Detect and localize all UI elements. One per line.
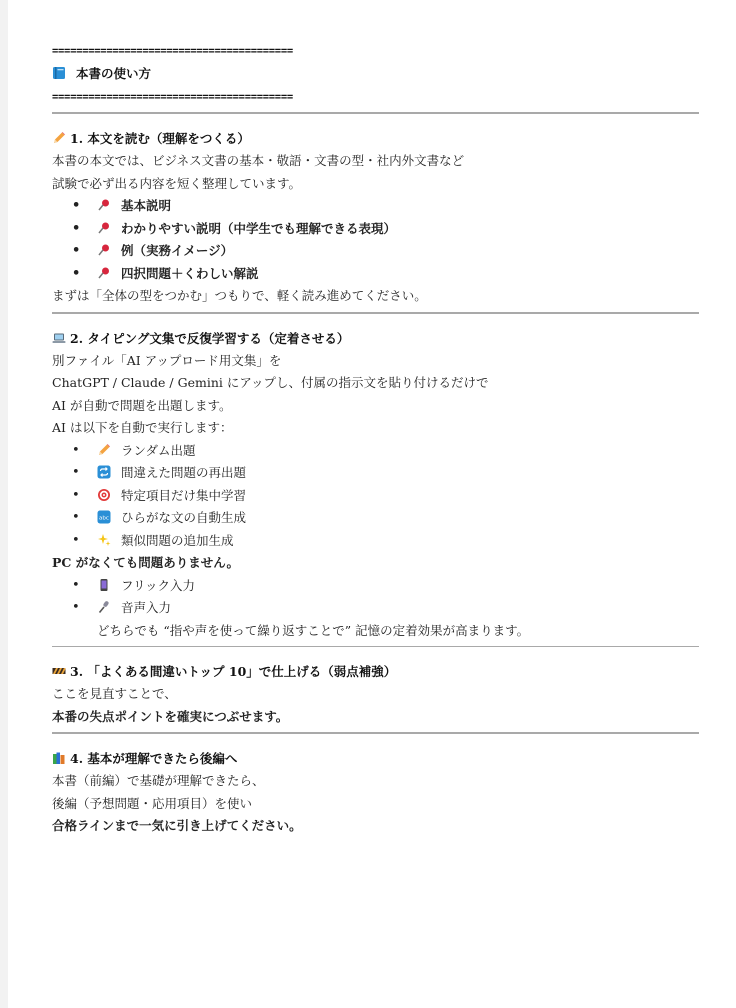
list-item: • 音声入力 — [52, 597, 699, 620]
page-title — [52, 60, 699, 88]
microphone-icon — [97, 600, 111, 614]
section-1-paragraph: 本書の本文では、ビジネス文書の基本・敬語・文書の型・社内外文書など — [52, 153, 465, 168]
section-2-heading: 2. タイピング文集で反復学習する（定着させる） — [52, 328, 699, 350]
section-1-paragraph: 試験で必ず出る内容を短く整理しています。 — [52, 175, 302, 191]
section-divider — [52, 732, 699, 734]
section-2-paragraph: ChatGPT / Claude / Gemini にアップし、付属の指示文を貼り付けるだけで — [52, 375, 489, 390]
section-2-paragraph: PC がなくても問題ありません。 — [52, 555, 239, 570]
pushpin-icon — [97, 266, 111, 280]
section-1-heading: 1. 本文を読む（理解をつくる） — [52, 128, 699, 150]
section-4-paragraph: 本書（前編）で基礎が理解できたら、 — [52, 773, 265, 788]
section-1-list — [52, 195, 699, 285]
list-item: • 間違えた問題の再出題 — [52, 462, 699, 485]
section-1-paragraph: まずは「全体の型をつかむ」つもりで、軽く読み進めてください。 — [52, 288, 427, 303]
sparkles-icon — [97, 533, 111, 547]
section-3-paragraph: ここを見直すことで、 — [52, 686, 177, 701]
pushpin-icon — [97, 221, 111, 235]
section-2-paragraph: 別ファイル「AI アップロード用文集」を — [52, 352, 282, 368]
list-item: • フリック入力 — [52, 575, 699, 598]
list-item: • 類似問題の追加生成 — [52, 530, 699, 553]
pushpin-icon — [97, 198, 111, 212]
svg-text:abc: • abc — [99, 515, 109, 522]
list-item: • 四択問題＋くわしい解説 — [52, 263, 699, 286]
section-2-note: どちらでも “指や声を使って繰り返すことで” 記憶の定着効果が高まります。 — [97, 622, 530, 638]
section-2-paragraph: AI は以下を自動で実行します： — [52, 420, 233, 435]
section-4-paragraph: 合格ラインまで一気に引き上げてください。 — [52, 818, 302, 833]
section-2-paragraph: AI が自動で問題を出題します。 — [52, 397, 232, 413]
abc-icon — [97, 510, 111, 524]
section-4-heading: 4. 基本が理解できたら後編へ — [52, 748, 699, 770]
pencil-icon — [97, 443, 111, 457]
section-2 — [52, 328, 699, 643]
books-icon — [52, 751, 66, 765]
caution-tape-icon — [52, 664, 66, 678]
page-title-text: 本書の使い方 — [76, 66, 152, 81]
laptop-icon — [52, 331, 66, 345]
mobile-phone-icon — [97, 578, 111, 592]
section-3-paragraph: 本番の失点ポイントを確実につぶせます。 — [52, 708, 289, 724]
pushpin-icon — [97, 243, 111, 257]
list-item: • 例（実務イメージ） — [52, 240, 699, 263]
target-icon — [97, 488, 111, 502]
blue-book-icon — [52, 66, 66, 80]
section-4 — [52, 748, 699, 838]
list-item: • 基本説明 — [52, 195, 699, 218]
section-divider — [52, 112, 699, 114]
section-divider — [52, 312, 699, 314]
section-3-heading: 3. 「よくある間違いトップ 10」で仕上げる（弱点補強） — [52, 661, 699, 683]
section-3 — [52, 661, 699, 728]
section-1 — [52, 128, 699, 308]
equals-divider-top: ======================================== — [52, 45, 293, 57]
document-page — [8, 0, 736, 1008]
list-item: • ランダム出題 — [52, 440, 699, 463]
list-item: • abc ひらがな文の自動生成 — [52, 507, 699, 530]
section-divider — [52, 646, 699, 647]
pencil-icon — [52, 131, 66, 145]
equals-divider-bottom: ======================================== — [52, 91, 293, 103]
section-4-paragraph: 後編（予想問題・応用項目）を使い — [52, 795, 253, 811]
repeat-icon — [97, 465, 111, 479]
list-item: • わかりやすい説明（中学生でも理解できる表現） — [52, 218, 699, 241]
document-content — [52, 42, 699, 838]
input-methods-list — [52, 575, 699, 620]
list-item: • 特定項目だけ集中学習 — [52, 485, 699, 508]
ai-features-list — [52, 440, 699, 553]
